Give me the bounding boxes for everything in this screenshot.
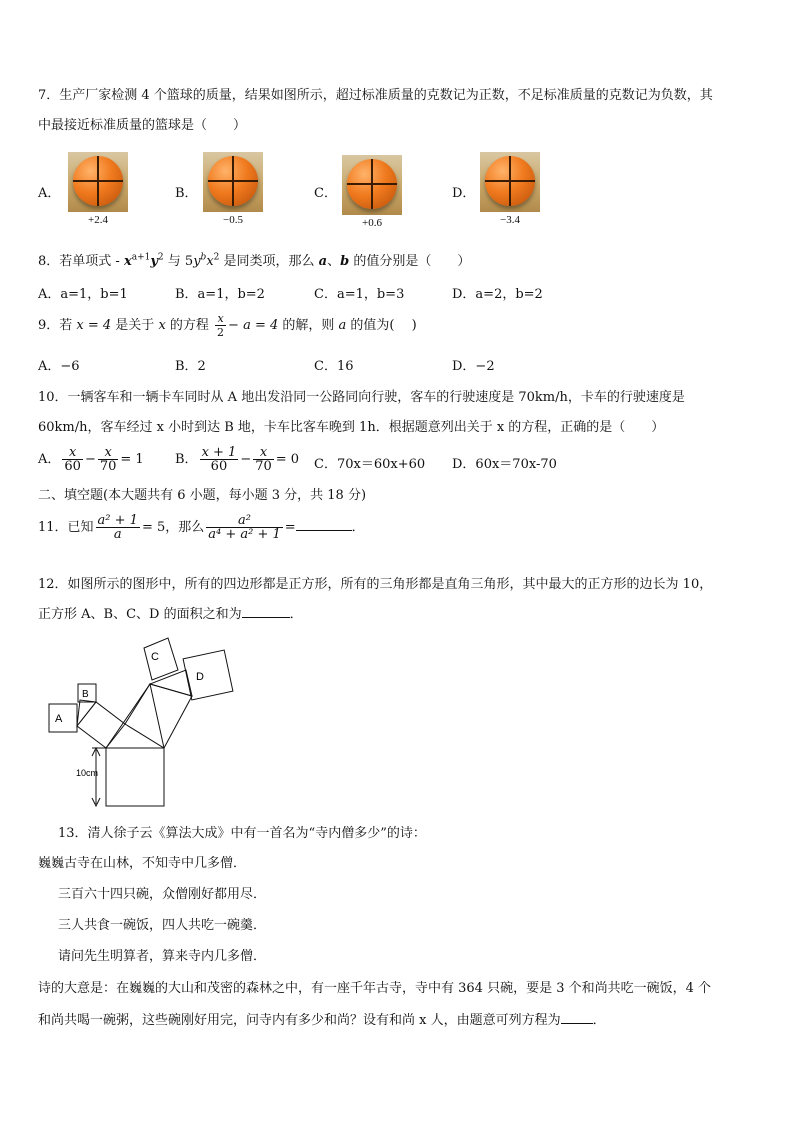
q13-poem-line-1: 巍巍古寺在山林，不知寺中几多僧．: [38, 856, 247, 871]
q7-option-c-letter: C．: [314, 186, 337, 201]
q9-option-a: A．−6: [38, 359, 80, 374]
q7-option-a-image: [68, 152, 128, 226]
triangle-right: [150, 670, 192, 696]
q7-option-d-letter: D．: [452, 186, 476, 201]
q7-option-a-value: +2.4: [88, 214, 108, 226]
q9-option-b: B．2: [175, 359, 206, 374]
q10-option-c: C．70x＝60x+60: [314, 457, 426, 472]
pythagoras-tree-figure: [40, 630, 240, 815]
q13-explanation-line2: 和尚共喝一碗粥，这些碗刚好用完，问寺内有多少和尚？设有和尚 x 人，由题意可列方程为 ．: [38, 1013, 606, 1028]
square-a: [49, 704, 77, 732]
length-label: 10cm: [76, 768, 99, 778]
q8-option-c: C．a=1，b=3: [314, 287, 405, 302]
basketball-image: [480, 152, 540, 212]
q7-option-c-image: [342, 155, 402, 229]
q12-line2: 正方形 A、B、C、D 的面积之和为 ．: [38, 607, 303, 622]
q7-option-d-image: [480, 152, 540, 226]
q7-option-b-letter: B．: [175, 186, 198, 201]
q10-line1: 10．一辆客车和一辆卡车同时从 A 地出发沿同一公路同向行驶，客车的行驶速度是 70km/h，卡车的行驶速度是: [38, 390, 685, 405]
q7-option-c-value: +0.6: [362, 217, 382, 229]
q11-stem: 11．已知 $\frac{\text{a² + 1}}{a}$ = 5，那么 $\frac{\text{a²}}{\text{a⁴ + a² + 1}}$ = ．: [38, 513, 365, 542]
q10-option-b: B． $\frac{x + 1}{60}$ − $\frac{x}{70}$ = 0: [175, 445, 300, 474]
q10-option-a: A． $\frac{x}{60}$ − $\frac{x}{70}$ = 1: [38, 445, 144, 474]
square-d: [183, 650, 233, 700]
q7-option-b-image: [203, 152, 263, 226]
q13-poem-line-2: 三百六十四只碗，众僧刚好都用尽．: [58, 887, 267, 902]
basketball-image: [342, 155, 402, 215]
q7-line1: 7．生产厂家检测 4 个篮球的质量，结果如图所示，超过标准质量的克数记为正数，不足标准质量的克数记为负数，其: [38, 88, 713, 103]
triangle-left: [77, 700, 96, 726]
largest-square: [106, 748, 164, 806]
q13-explanation-line1: 诗的大意是：在巍巍的大山和茂密的森林之中，有一座千年古寺，寺中有 364 只碗，要是 3 个和尚共吃一碗饭，4 个: [38, 981, 712, 996]
q10-option-d: D．60x＝70x-70: [452, 457, 557, 472]
q13-line1: 13．清人徐子云《算法大成》中有一首名为“寺内僧多少”的诗：: [58, 826, 426, 841]
q7-option-b-value: −0.5: [223, 214, 243, 226]
answer-blank[interactable]: [242, 617, 290, 618]
label-c: C: [151, 651, 159, 663]
q7-option-d-value: −3.4: [500, 214, 520, 226]
q13-poem-line-3: 三人共食一碗饭，四人共吃一碗羹．: [58, 918, 267, 933]
q7-line2: 中最接近标准质量的篮球是（ ）: [38, 118, 247, 133]
q7-option-a-letter: A．: [38, 186, 61, 201]
q8-option-a: A．a=1，b=1: [38, 287, 128, 302]
label-a: A: [55, 713, 63, 725]
answer-blank[interactable]: [561, 1023, 593, 1024]
q9-option-c: C．16: [314, 359, 354, 374]
q8-option-b: B．a=1，b=2: [175, 287, 265, 302]
label-d: D: [196, 671, 204, 683]
q8-stem: 8．若单项式 - $x^{a+1}y^2$ 与 $5y^bx^2$ 是同类项，那么 a、b 的值分别是（ ）: [38, 252, 471, 269]
square-c: [144, 638, 178, 680]
left-mid-square: [77, 702, 125, 748]
q9-option-d: D．−2: [452, 359, 495, 374]
basketball-image: [68, 152, 128, 212]
section-heading-fill-in: 二、填空题(本大题共有 6 小题，每小题 3 分，共 18 分): [38, 488, 367, 503]
q13-poem-line-4: 请问先生明算者，算来寺内几多僧．: [58, 949, 267, 964]
q10-line2: 60km/h，客车经过 x 小时到达 B 地，卡车比客车晚到 1h．根据题意列出关于 x 的方程，正确的是（ ）: [38, 420, 665, 435]
q8-option-d: D．a=2，b=2: [452, 287, 543, 302]
basketball-image: [203, 152, 263, 212]
label-b: B: [82, 689, 89, 700]
q12-line1: 12．如图所示的图形中，所有的四边形都是正方形，所有的三角形都是直角三角形，其中最大的正方形的边长为 10，: [38, 577, 713, 592]
answer-blank[interactable]: [296, 530, 352, 531]
q9-stem: 9．若 x = 4 是关于 x 的方程 $\frac{x}{2}$ − a = 4 的解，则 a 的值为( ): [38, 312, 417, 339]
